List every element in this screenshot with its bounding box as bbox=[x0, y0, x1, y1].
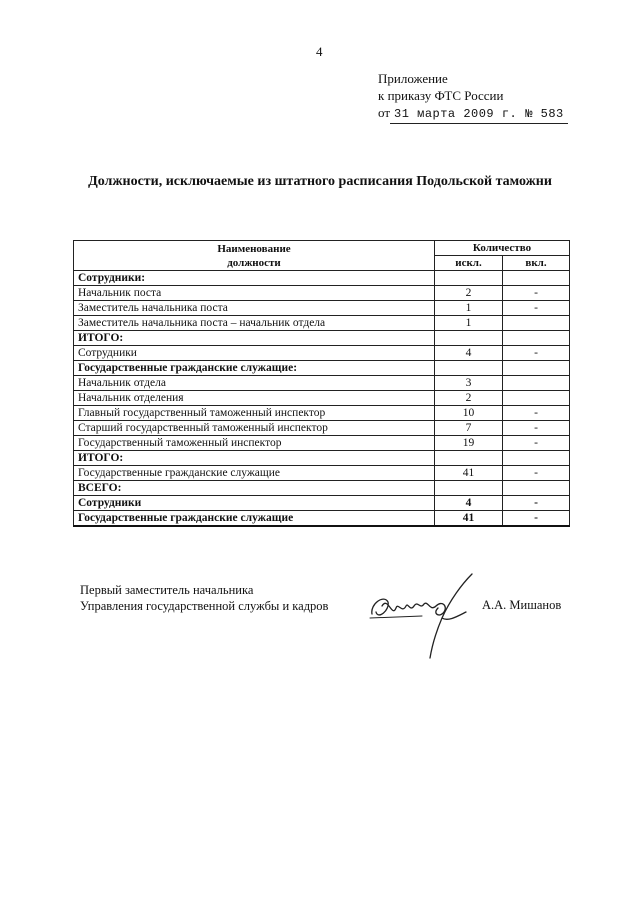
included-count-cell bbox=[503, 271, 570, 286]
excluded-count-cell: 1 bbox=[435, 316, 503, 331]
included-count-cell bbox=[503, 331, 570, 346]
excluded-count-cell: 7 bbox=[435, 421, 503, 436]
position-name-cell: Начальник отдела bbox=[74, 376, 435, 391]
excluded-count-cell bbox=[435, 331, 503, 346]
table-row bbox=[74, 286, 570, 301]
excluded-count-cell bbox=[435, 451, 503, 466]
header-name bbox=[74, 241, 435, 271]
included-count-cell: - bbox=[503, 346, 570, 361]
excluded-count-cell: 4 bbox=[435, 346, 503, 361]
position-name-cell: Государственные гражданские служащие bbox=[74, 466, 435, 481]
table-row bbox=[74, 511, 570, 527]
table-row bbox=[74, 436, 570, 451]
excluded-count-cell: 41 bbox=[435, 466, 503, 481]
excluded-count-cell: 19 bbox=[435, 436, 503, 451]
appendix-line3 bbox=[378, 104, 568, 124]
appendix-date: 31 марта 2009 г. bbox=[390, 106, 521, 124]
included-count-cell: - bbox=[503, 286, 570, 301]
included-count-cell: - bbox=[503, 406, 570, 421]
position-name-cell: Начальник поста bbox=[74, 286, 435, 301]
excluded-count-cell: 2 bbox=[435, 391, 503, 406]
header-name-line1: Наименование bbox=[217, 242, 291, 255]
excluded-count-cell: 10 bbox=[435, 406, 503, 421]
included-count-cell: - bbox=[503, 301, 570, 316]
table-row bbox=[74, 406, 570, 421]
included-count-cell bbox=[503, 391, 570, 406]
table-row bbox=[74, 466, 570, 481]
appendix-line2: к приказу ФТС России bbox=[378, 88, 504, 103]
table-row bbox=[74, 496, 570, 511]
excluded-count-cell: 4 bbox=[435, 496, 503, 511]
included-count-cell: - bbox=[503, 511, 570, 527]
excluded-count-cell: 1 bbox=[435, 301, 503, 316]
position-name-cell: ИТОГО: bbox=[74, 451, 435, 466]
position-name-cell: Заместитель начальника поста – начальник отдела bbox=[74, 316, 435, 331]
excluded-count-cell bbox=[435, 361, 503, 376]
position-name-cell: Сотрудники bbox=[74, 496, 435, 511]
header-name-line2: должности bbox=[227, 256, 281, 269]
included-count-cell: - bbox=[503, 421, 570, 436]
appendix-prefix: от bbox=[378, 105, 391, 120]
appendix-line1: Приложение bbox=[378, 71, 448, 86]
position-line1: Первый заместитель начальника bbox=[80, 583, 254, 597]
position-name-cell: Сотрудники bbox=[74, 346, 435, 361]
included-count-cell bbox=[503, 481, 570, 496]
excluded-count-cell: 2 bbox=[435, 286, 503, 301]
included-count-cell bbox=[503, 361, 570, 376]
included-count-cell bbox=[503, 451, 570, 466]
signatory-position bbox=[80, 582, 328, 614]
position-line2: Управления государственной службы и кадров bbox=[80, 599, 329, 613]
table-row bbox=[74, 376, 570, 391]
position-name-cell: ВСЕГО: bbox=[74, 481, 435, 496]
table-row bbox=[74, 331, 570, 346]
document-title: Должности, исключаемые из штатного расписания Подольской таможни bbox=[88, 174, 552, 189]
position-name-cell: Заместитель начальника поста bbox=[74, 301, 435, 316]
header-count: Количество bbox=[435, 241, 570, 256]
position-name-cell: Государственные гражданские служащие bbox=[74, 511, 435, 527]
table-row bbox=[74, 421, 570, 436]
page-number: 4 bbox=[316, 44, 323, 59]
table-row bbox=[74, 301, 570, 316]
table-row bbox=[74, 346, 570, 361]
position-name-cell: Государственные гражданские служащие: bbox=[74, 361, 435, 376]
appendix-block bbox=[378, 70, 568, 124]
staff-table bbox=[73, 240, 570, 527]
included-count-cell: - bbox=[503, 496, 570, 511]
header-incl: вкл. bbox=[503, 256, 570, 271]
signatory-name: А.А. Мишанов bbox=[482, 598, 562, 612]
excluded-count-cell bbox=[435, 271, 503, 286]
excluded-count-cell: 41 bbox=[435, 511, 503, 527]
position-name-cell: Государственный таможенный инспектор bbox=[74, 436, 435, 451]
table-row bbox=[74, 316, 570, 331]
table-row bbox=[74, 481, 570, 496]
excluded-count-cell: 3 bbox=[435, 376, 503, 391]
position-name-cell: Сотрудники: bbox=[74, 271, 435, 286]
position-name-cell: Старший государственный таможенный инспектор bbox=[74, 421, 435, 436]
table-row bbox=[74, 391, 570, 406]
table-row bbox=[74, 361, 570, 376]
appendix-number: № 583 bbox=[521, 106, 568, 124]
included-count-cell bbox=[503, 376, 570, 391]
header-excl: искл. bbox=[435, 256, 503, 271]
position-name-cell: ИТОГО: bbox=[74, 331, 435, 346]
table-row bbox=[74, 451, 570, 466]
handwritten-signature bbox=[362, 566, 482, 666]
included-count-cell: - bbox=[503, 466, 570, 481]
position-name-cell: Главный государственный таможенный инспектор bbox=[74, 406, 435, 421]
excluded-count-cell bbox=[435, 481, 503, 496]
included-count-cell bbox=[503, 316, 570, 331]
table-row bbox=[74, 271, 570, 286]
included-count-cell: - bbox=[503, 436, 570, 451]
position-name-cell: Начальник отделения bbox=[74, 391, 435, 406]
table-body bbox=[74, 271, 570, 527]
